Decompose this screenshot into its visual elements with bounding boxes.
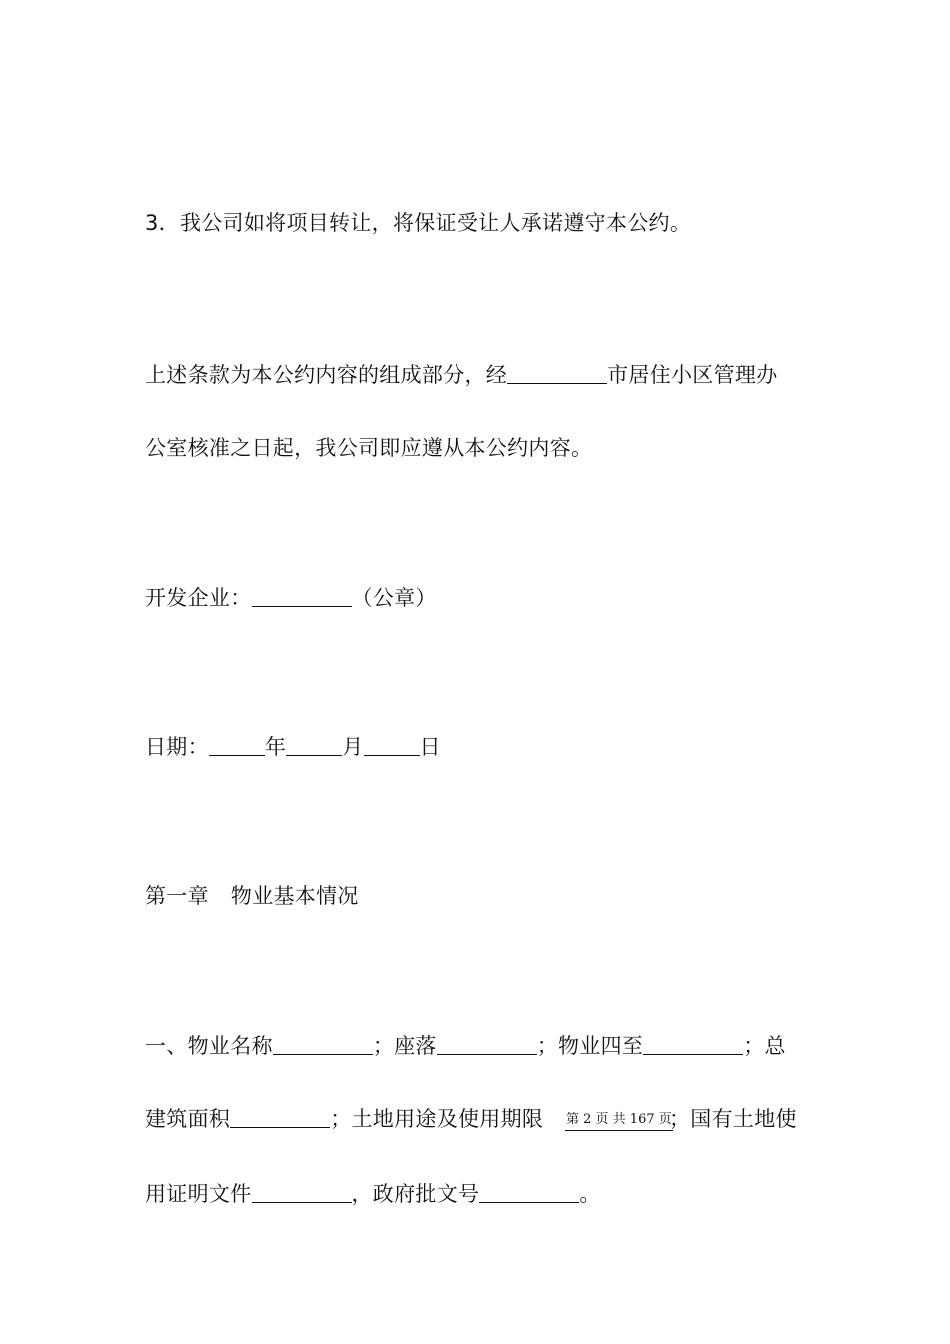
chapter-number: 第一章 bbox=[145, 884, 209, 908]
date-label: 日期： bbox=[145, 735, 209, 759]
approval-number-blank bbox=[479, 1180, 579, 1203]
year-label: 年 bbox=[264, 735, 287, 759]
boundary-blank bbox=[643, 1032, 743, 1055]
boundary-label: ；物业四至 bbox=[536, 1034, 644, 1058]
property-line-2 bbox=[145, 1104, 543, 1134]
approval-text-b: 市居住小区管理办 bbox=[607, 363, 778, 387]
date-line bbox=[145, 732, 441, 762]
page-number-footer bbox=[565, 1110, 673, 1131]
developer-signature-line bbox=[145, 583, 437, 613]
chapter-heading bbox=[145, 881, 359, 911]
land-use-label: ；土地用途及使用期限 bbox=[330, 1107, 544, 1131]
area-label-b: 建筑面积 bbox=[145, 1107, 231, 1131]
area-blank bbox=[230, 1105, 330, 1128]
year-blank bbox=[209, 733, 265, 756]
page-indicator: 第 2 页 共 167 页 bbox=[566, 1112, 672, 1127]
location-blank bbox=[437, 1032, 537, 1055]
day-blank bbox=[364, 733, 420, 756]
sentence-end: 。 bbox=[579, 1182, 601, 1206]
certificate-blank bbox=[252, 1180, 352, 1203]
month-label: 月 bbox=[342, 735, 364, 759]
property-line-1 bbox=[145, 1031, 786, 1061]
certificate-label: ；国有土地使 bbox=[669, 1107, 797, 1131]
item-3-text: 3．我公司如将项目转让，将保证受让人承诺遵守本公约。 bbox=[145, 211, 692, 235]
paragraph-item-3 bbox=[145, 208, 691, 238]
property-line-2-tail bbox=[669, 1104, 797, 1134]
developer-blank bbox=[252, 584, 352, 607]
approval-number-label: ，政府批文号 bbox=[351, 1182, 480, 1206]
property-name-blank bbox=[273, 1032, 373, 1055]
approval-text-a: 上述条款为本公约内容的组成部分，经 bbox=[145, 363, 508, 387]
property-name-label: 一、物业名称 bbox=[145, 1034, 273, 1058]
property-line-3 bbox=[145, 1179, 601, 1209]
approval-text-c: 公室核准之日起，我公司即应遵从本公约内容。 bbox=[145, 436, 593, 460]
city-blank bbox=[507, 361, 607, 384]
certificate-label-b: 用证明文件 bbox=[145, 1182, 252, 1206]
month-blank bbox=[286, 733, 342, 756]
chapter-title: 物业基本情况 bbox=[230, 884, 359, 908]
seal-label: （公章） bbox=[351, 586, 437, 610]
developer-label: 开发企业： bbox=[145, 586, 252, 610]
location-label: ；座落 bbox=[372, 1034, 437, 1058]
paragraph-approval-line-2 bbox=[145, 433, 592, 463]
paragraph-approval-line-1 bbox=[145, 360, 778, 390]
day-label: 日 bbox=[419, 735, 441, 759]
area-label-a: ；总 bbox=[743, 1034, 786, 1058]
